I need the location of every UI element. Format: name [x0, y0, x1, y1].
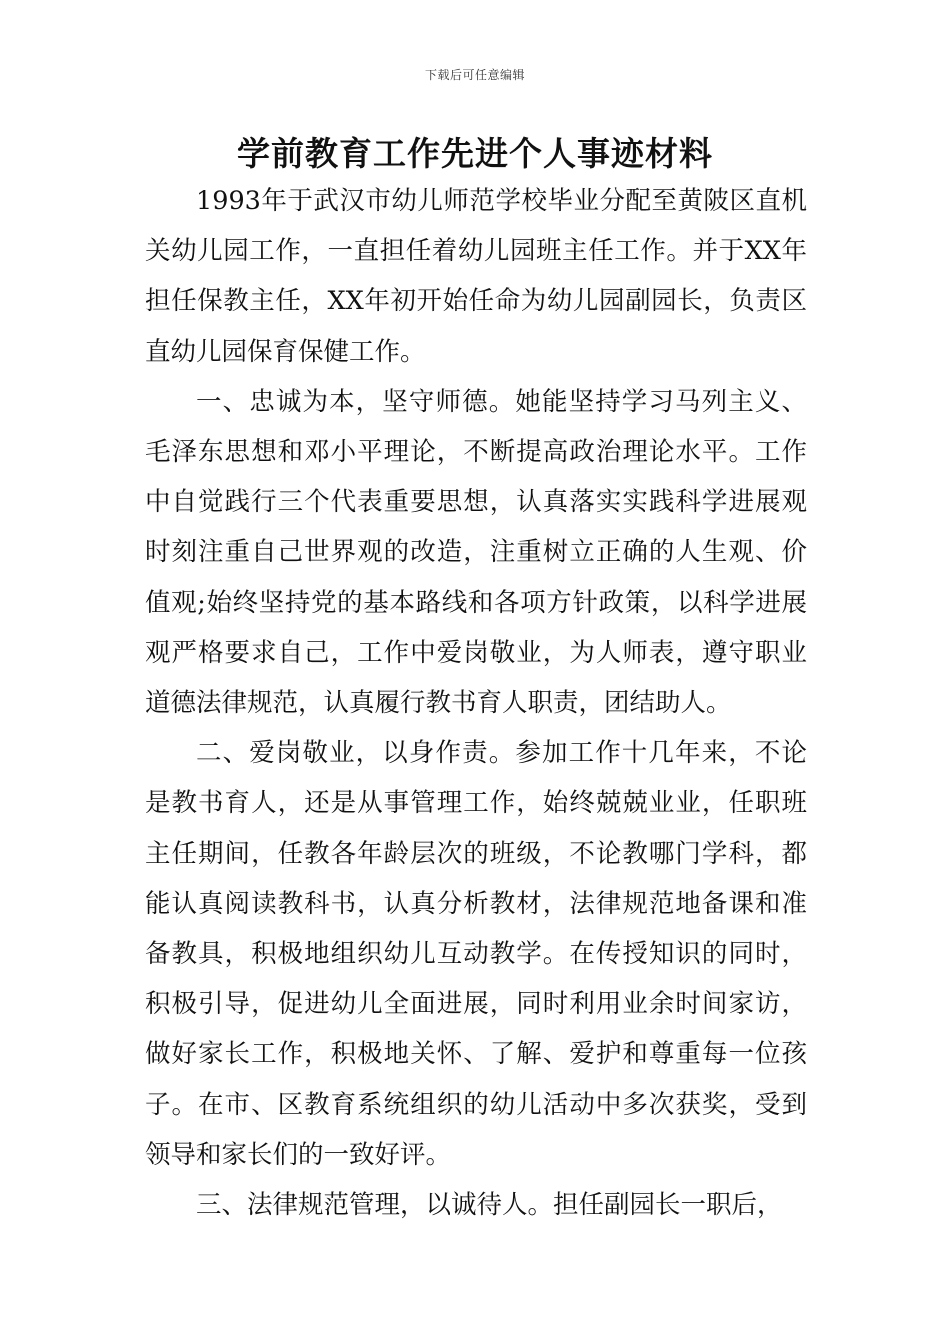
paragraph-intro: 1993年于武汉市幼儿师范学校毕业分配至黄陂区直机关幼儿园工作，一直担任着幼儿园班主任工作。并于XX年担任保教主任，XX年初开始任命为幼儿园副园长，负责区直幼儿园保育保健工作。 [145, 186, 807, 367]
paragraph-section-2: 二、爱岗敬业，以身作责。参加工作十几年来，不论是教书育人，还是从事管理工作，始终兢兢业业，任职班主任期间，任教各年龄层次的班级，不论教哪门学科，都能认真阅读教科书，认真分析教材，法律规范地备课和准备教具，积极地组织幼儿互动教学。在传授知识的同时，积极引导，促进幼儿全面进展，同时利用业余时间家访，做好家长工作，积极地关怀、了解、爱护和尊重每一位孩子。在市、区教育系统组织的幼儿活动中多次获奖，受到领导和家长们的一致好评。 [145, 738, 807, 1170]
paragraph-section-1: 一、忠诚为本，坚守师德。她能坚持学习马列主义、毛泽东思想和邓小平理论，不断提高政治理论水平。工作中自觉践行三个代表重要思想，认真落实实践科学进展观时刻注重自己世界观的改造，注重树立正确的人生观、价值观;始终坚持党的基本路线和各项方针政策，以科学进展观严格要求自己，工作中爱岗敬业，为人师表，遵守职业道德法律规范，认真履行教书育人职责，团结助人。 [145, 386, 807, 719]
document-body [145, 176, 807, 1230]
header-note: 下载后可任意编辑 [424, 68, 525, 82]
paragraph-section-3: 三、法律规范管理，以诚待人。担任副园长一职后， [196, 1190, 783, 1221]
document-title: 学前教育工作先进个人事迹材料 [237, 134, 713, 173]
